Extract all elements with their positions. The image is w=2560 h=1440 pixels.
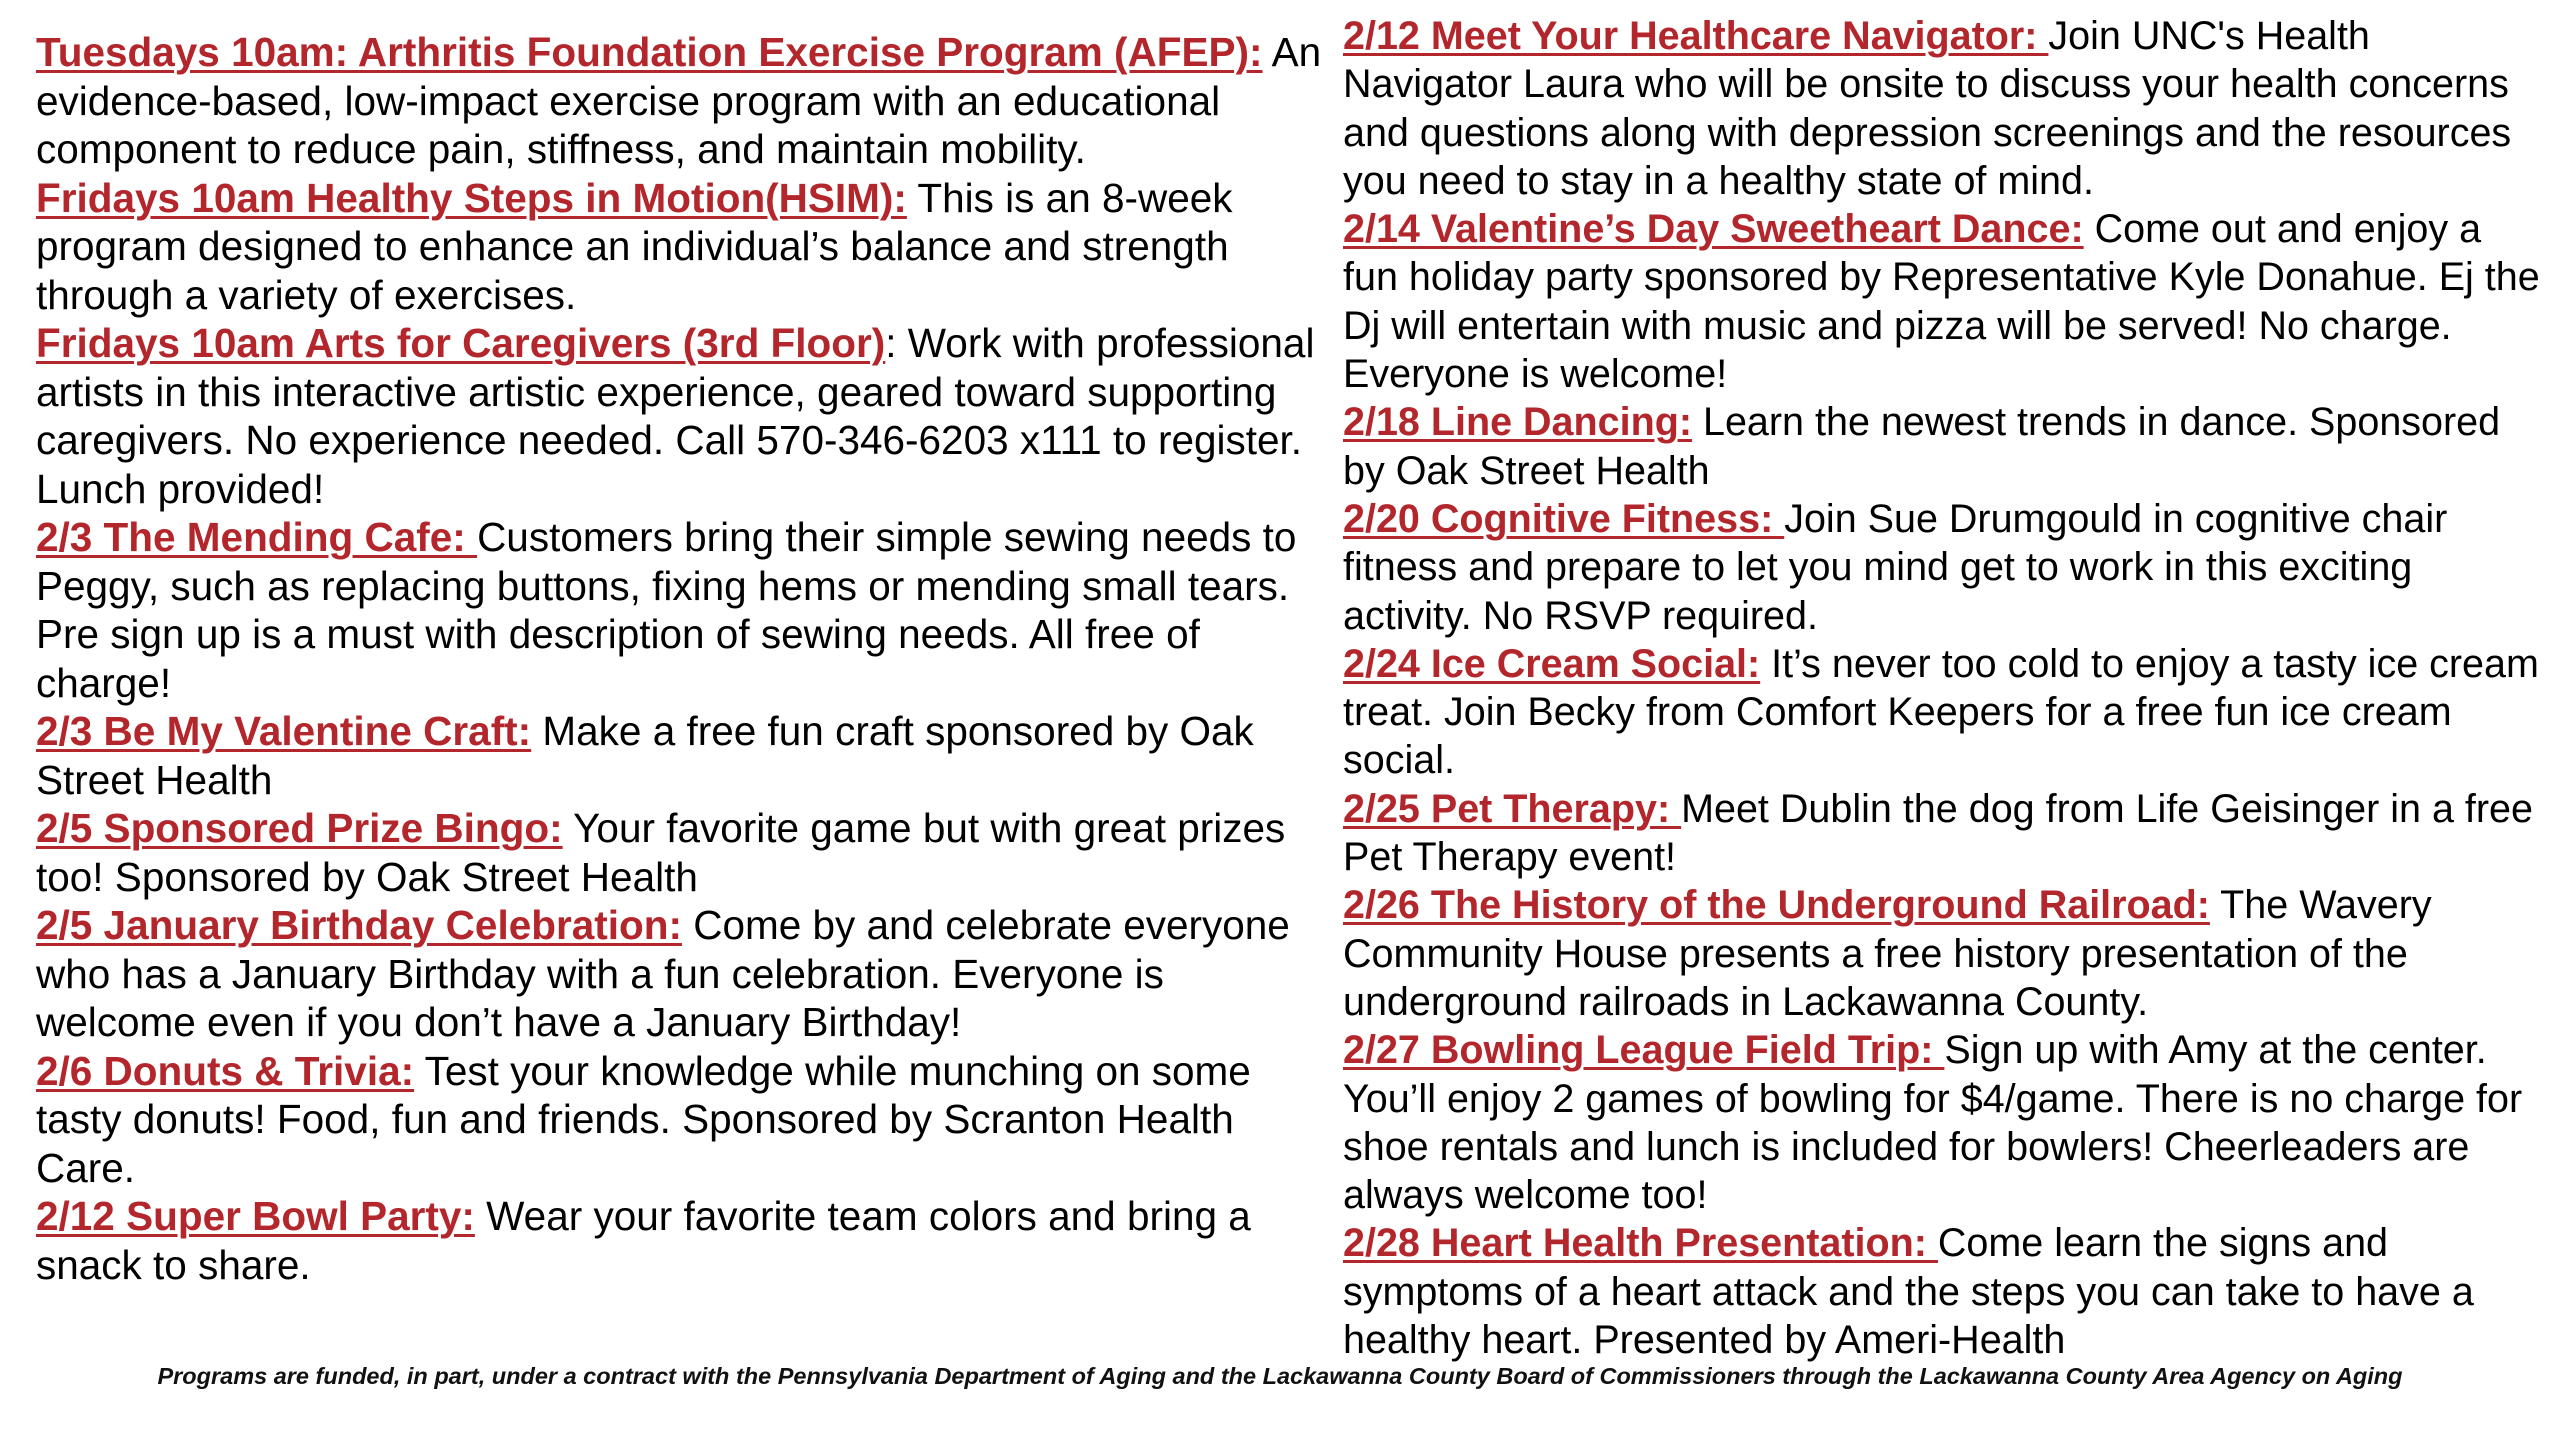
event-entry-underground-railroad [1343,881,2543,1026]
event-title: 2/24 Ice Cream Social: [1343,641,1761,686]
event-separator [2210,883,2220,927]
event-separator [682,902,693,948]
event-entry-donuts-trivia [36,1047,1331,1193]
event-separator [563,805,574,851]
left-column [36,28,1331,1289]
event-entry-health-navigator [1343,12,2543,205]
event-separator [1263,29,1272,75]
event-title: 2/25 Pet Therapy: [1343,786,1682,831]
event-entry-pet-therapy [1343,785,2543,882]
event-description: An evidence-based, low-impact exercise program with an educational component to reduce pain, stiffness, and maintain mobility. [36,29,1322,172]
event-description: Come learn the signs and symptoms of a heart attack and the steps you can take to have a healthy heart. Presented by Ameri-Health [1343,1221,2474,1363]
event-title: 2/6 Donuts & Trivia: [36,1047,415,1094]
event-description: Test your knowledge while munching on some tasty donuts! Food, fun and friends. Sponsored by Scranton Health Care. [36,1047,1251,1191]
event-separator [907,175,918,221]
event-entry-cognitive-fitness [1343,495,2543,640]
event-title: 2/18 Line Dancing: [1343,400,1693,445]
event-description: Join Sue Drumgould in cognitive chair fitness and prepare to let you mind get to work in this exciting activity. No RSVP required. [1343,496,2448,638]
event-title: 2/14 Valentine’s Day Sweetheart Dance: [1343,207,2084,252]
event-entry-ice-cream-social [1343,640,2543,785]
event-separator: : [885,320,908,366]
event-separator [414,1048,425,1094]
event-description: Come by and celebrate everyone who has a January Birthday with a fun celebration. Everyone is welcome even if you don’t have a January Birthday! [36,902,1290,1045]
event-entry-valentine-craft [36,707,1331,804]
event-separator [1692,400,1703,444]
event-entry-line-dancing [1343,398,2543,495]
funding-footer: Programs are funded, in part, under a contract with the Pennsylvania Department of Aging and the Lackawanna County Board of Commissioners through the Lackawanna County Area Agency on Aging [157,1363,2403,1389]
event-title: 2/20 Cognitive Fitness: [1343,496,1785,541]
event-separator [531,708,542,754]
event-description: Work with professional artists in this interactive artistic experience, geared toward supporting caregivers. No experience needed. Call 570-346-6203 x111 to register. Lunch provided! [36,320,1315,512]
event-description: Your favorite game but with great prizes too! Sponsored by Oak Street Health [36,805,1286,900]
event-title: 2/12 Super Bowl Party: [36,1193,475,1239]
event-entry-heart-health [1343,1219,2543,1364]
event-title: 2/3 The Mending Cafe: [36,514,478,560]
event-title: 2/28 Heart Health Presentation: [1343,1221,1938,1266]
event-entry-afep [36,28,1331,174]
event-entry-birthday-celebration [36,901,1331,1047]
event-description: Wear your favorite team colors and bring a snack to share. [36,1193,1251,1288]
event-title: Fridays 10am Arts for Caregivers (3rd Floor) [36,320,886,366]
event-description: The Wavery Community House presents a free history presentation of the underground railroads in Lackawanna County. [1343,883,2432,1024]
event-title: 2/26 The History of the Underground Railroad: [1343,883,2210,928]
event-description: This is an 8-week program designed to enhance an individual’s balance and strength through a variety of exercises. [36,174,1233,318]
event-entry-hsim [36,174,1331,320]
event-separator [2084,207,2095,251]
event-title: 2/5 January Birthday Celebration: [36,902,682,948]
event-description: Come out and enjoy a fun holiday party sponsored by Representative Kyle Donahue. Ej the Dj will entertain with music and pizza will be served! No charge. Everyone is welcome! [1343,207,2540,397]
event-description: Meet Dublin the dog from Life Geisinger in a free Pet Therapy event! [1343,786,2533,880]
event-entry-bowling-trip [1343,1026,2543,1219]
event-separator [475,1193,486,1239]
right-column [1343,12,2543,1364]
event-entry-mending-cafe [36,513,1331,707]
event-description: Make a free fun craft sponsored by Oak Street Health [36,708,1254,803]
event-separator [1760,642,1771,686]
event-entry-arts-caregivers [36,319,1331,513]
event-description: Join UNC's Health Navigator Laura who will be onsite to discuss your health concerns and questions along with depression screenings and the resources you need to stay in a healthy state of mind. [1343,14,2512,203]
event-description: Sign up with Amy at the center. You’ll enjoy 2 games of bowling for $4/game. There is no charge for shoe rentals and lunch is included for bowlers! Cheerleaders are always welcome too! [1343,1028,2523,1218]
event-entry-super-bowl [36,1192,1331,1289]
event-description: It’s never too cold to enjoy a tasty ice cream treat. Join Becky from Comfort Keepers for a free fun ice cream social. [1343,641,2539,783]
event-title: Tuesdays 10am: Arthritis Foundation Exercise Program (AFEP): [36,29,1263,75]
event-title: 2/5 Sponsored Prize Bingo: [36,805,563,851]
event-title: 2/12 Meet Your Healthcare Navigator: [1343,14,2049,58]
event-description: Customers bring their simple sewing needs to Peggy, such as replacing buttons, fixing hems or mending small tears. Pre sign up is a must with description of sewing needs. All free of charge! [36,514,1297,706]
event-entry-sweetheart-dance [1343,205,2543,398]
event-title: Fridays 10am Healthy Steps in Motion(HSIM): [36,174,907,221]
event-entry-prize-bingo [36,804,1331,901]
event-title: 2/3 Be My Valentine Craft: [36,708,532,754]
event-title: 2/27 Bowling League Field Trip: [1343,1028,1945,1073]
event-description: Learn the newest trends in dance. Sponsored by Oak Street Health [1343,400,2501,493]
